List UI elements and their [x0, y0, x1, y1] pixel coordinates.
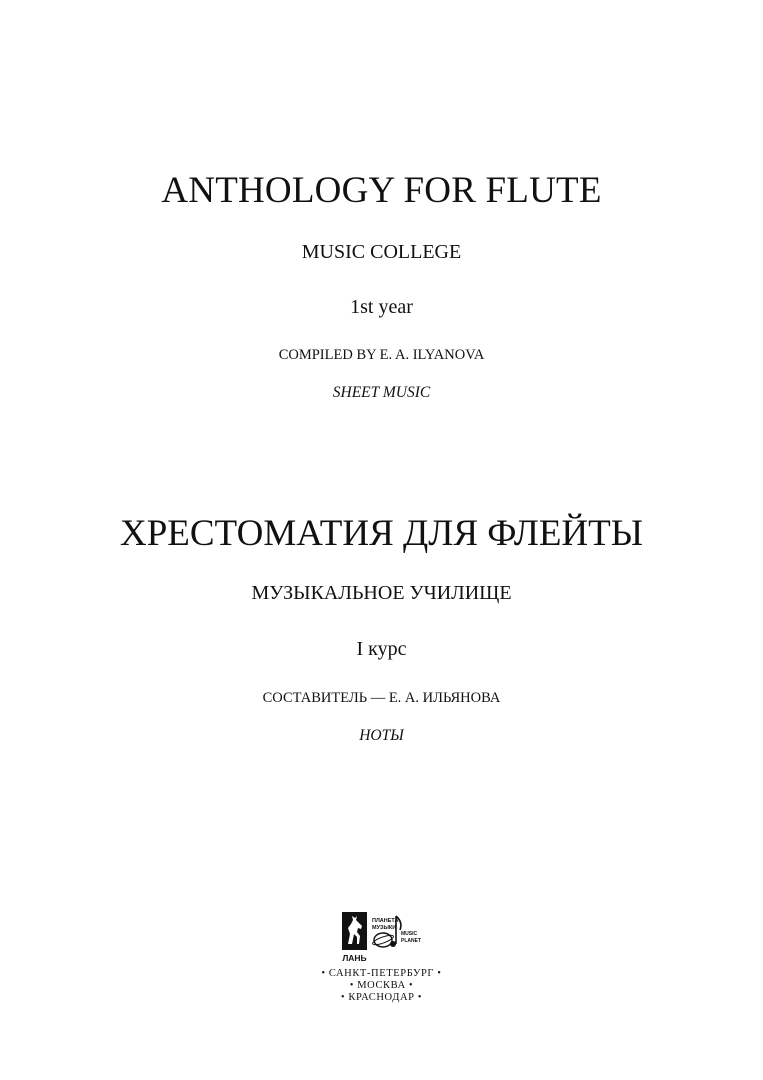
english-title: ANTHOLOGY FOR FLUTE [161, 170, 602, 211]
city-saint-petersburg: САНКТ-ПЕТЕРБУРГ [328, 968, 435, 979]
city-line-2 [0, 981, 763, 992]
english-document-type: SHEET MUSIC [332, 384, 431, 401]
city-moscow: МОСКВА [357, 980, 406, 991]
russian-subtitle: МУЗЫКАЛЬНОЕ УЧИЛИЩЕ [251, 582, 512, 604]
separator-dot: • [321, 968, 326, 979]
planeta-text: ПЛАНЕТА [372, 918, 399, 924]
english-compiler: COMPILED BY E. A. ILYANOVA [278, 347, 485, 363]
separator-dot: • [341, 992, 346, 1003]
separator-dot: • [437, 968, 442, 979]
separator-dot: • [409, 980, 414, 991]
russian-year: I курс [356, 638, 407, 660]
city-krasnodar: КРАСНОДАР [348, 992, 415, 1003]
city-line-3 [0, 993, 763, 1004]
russian-title: ХРЕСТОМАТИЯ ДЛЯ ФЛЕЙТЫ [119, 513, 644, 554]
russian-document-type: НОТЫ [359, 727, 404, 744]
russian-compiler: СОСТАВИТЕЛЬ — Е. А. ИЛЬЯНОВА [262, 690, 501, 706]
separator-dot: • [417, 992, 422, 1003]
english-subtitle: MUSIC COLLEGE [301, 241, 462, 263]
separator-dot: • [349, 980, 354, 991]
lan-logo [342, 912, 367, 963]
muzyki-text: МУЗЫКИ [372, 925, 397, 931]
lan-logo-text: ЛАНЬ [342, 953, 367, 963]
planet-text: PLANET [401, 938, 421, 944]
english-year: 1st year [350, 296, 413, 318]
city-line-1 [0, 969, 763, 980]
publisher-logo-svg [340, 910, 426, 968]
publisher-logos [340, 910, 426, 968]
music-planet-logo [372, 916, 421, 947]
music-text: MUSIC [401, 931, 418, 937]
